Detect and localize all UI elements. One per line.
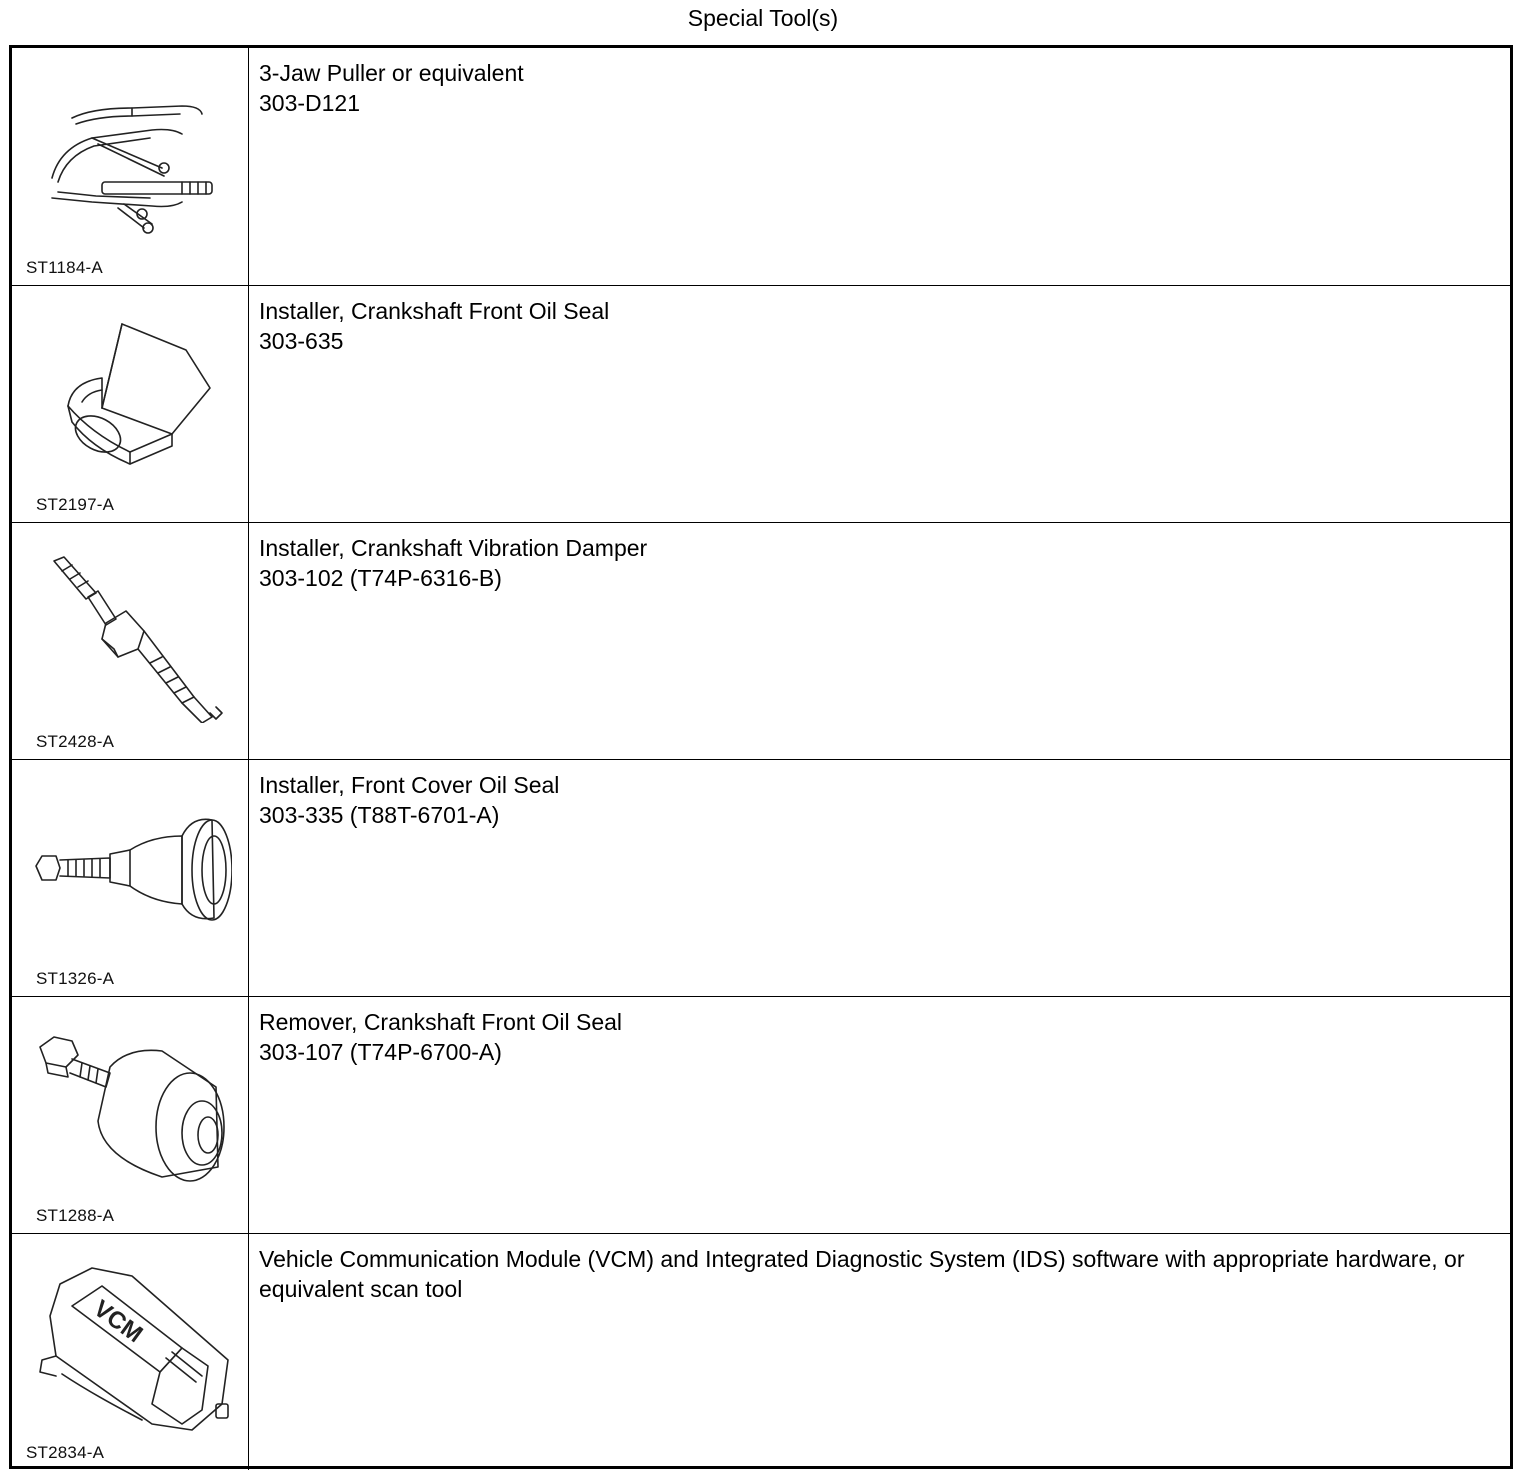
tool-number: 303-102 (T74P-6316-B) [259,565,502,591]
tool-name: Installer, Crankshaft Vibration Damper [259,535,648,561]
tool-name: Installer, Front Cover Oil Seal [259,772,560,798]
tool-number: 303-635 [259,328,344,354]
tool-number: 303-107 (T74P-6700-A) [259,1039,502,1065]
three-jaw-puller-icon [32,78,232,248]
tool-description-cell [249,997,1510,1233]
tool-description [259,1244,1489,1304]
tool-number: 303-335 (T88T-6701-A) [259,802,500,828]
table-row [12,48,1510,285]
vcm-scan-tool-icon [32,1264,232,1434]
vibration-damper-installer-icon [32,553,232,723]
tool-description-cell [249,523,1510,759]
tool-description [259,533,1489,593]
tool-image-cell [12,997,249,1233]
tool-description-cell [249,1234,1510,1470]
table-row [12,285,1510,522]
oil-seal-installer-icon [32,316,232,486]
table-row [12,759,1510,996]
tool-description-cell [249,48,1510,285]
tool-description [259,296,1489,356]
tool-image-cell [12,48,249,285]
tool-description [259,770,1489,830]
special-tools-table [9,45,1513,1469]
front-cover-seal-installer-icon [32,790,232,960]
tool-image-code: ST2428-A [36,732,115,751]
tool-description-cell [249,760,1510,996]
tool-image-cell [12,760,249,996]
table-row [12,996,1510,1233]
oil-seal-remover-icon [32,1027,232,1197]
page-title: Special Tool(s) [687,5,839,31]
tool-image-code: ST1288-A [36,1206,115,1225]
tool-image-cell [12,1234,249,1470]
vcm-logo-label: VCM [88,1295,148,1349]
tool-description [259,58,1489,118]
table-row [12,1233,1510,1470]
tool-image-cell [12,523,249,759]
tool-image-code: ST2197-A [36,495,115,514]
tool-image-code: ST1184-A [26,258,103,277]
tool-image-code: ST2834-A [26,1443,105,1462]
tool-image-cell [12,286,249,522]
tool-number: 303-D121 [259,90,361,116]
table-row [12,522,1510,759]
tool-image-code: ST1326-A [36,969,115,988]
tool-name: Vehicle Communication Module (VCM) and Integrated Diagnostic System (IDS) software with appropriate hardware, or equivalent scan tool [259,1246,1465,1302]
tool-description-cell [249,286,1510,522]
tool-description [259,1007,1489,1067]
tool-name: Remover, Crankshaft Front Oil Seal [259,1009,623,1035]
tool-name: 3-Jaw Puller or equivalent [259,60,524,86]
tool-name: Installer, Crankshaft Front Oil Seal [259,298,610,324]
